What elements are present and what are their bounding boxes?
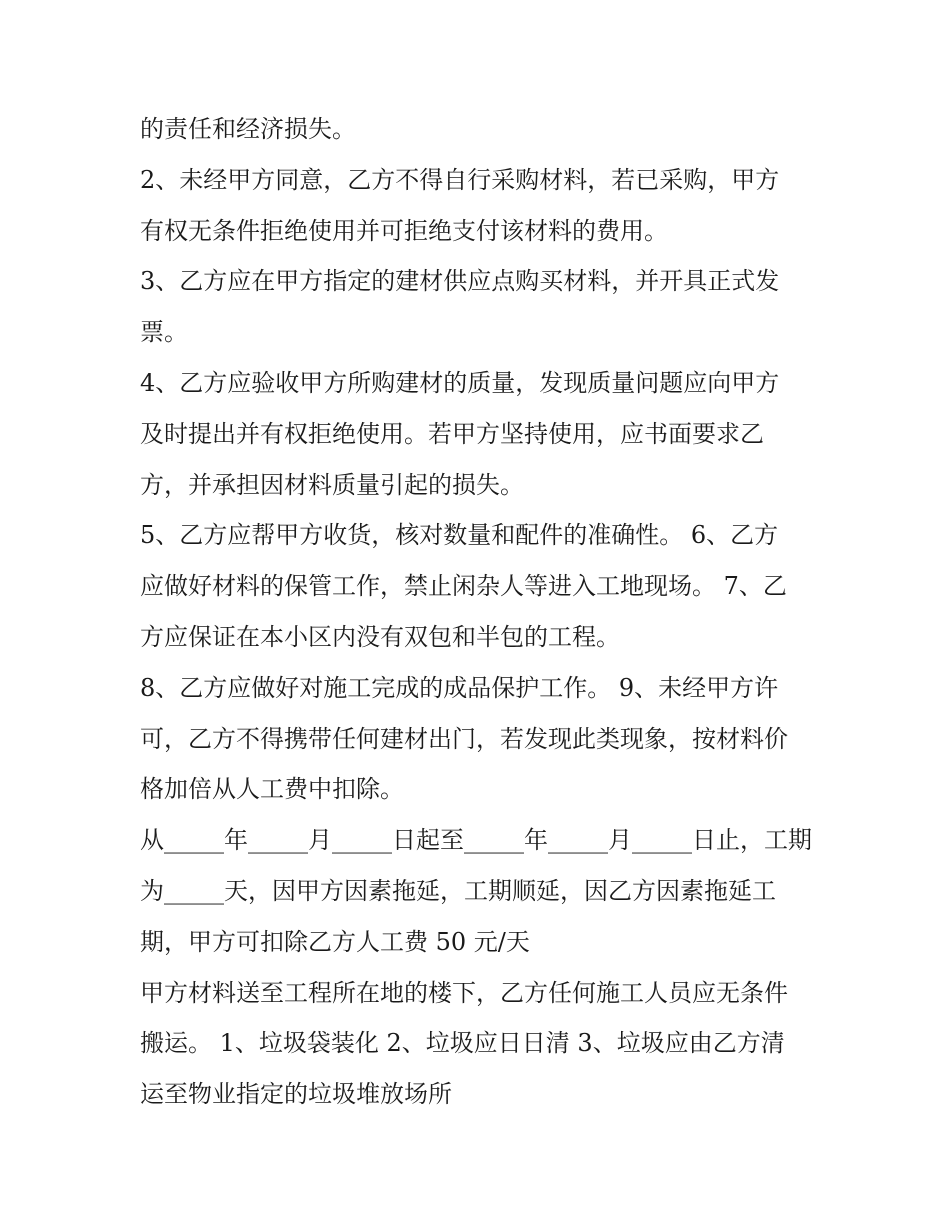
text-line: 3、乙方应在甲方指定的建材供应点购买材料，并开具正式发 bbox=[140, 267, 780, 296]
text-line: 方应保证在本小区内没有双包和半包的工程。 bbox=[140, 622, 620, 651]
text-line: 搬运。 1、垃圾袋装化 2、垃圾应日日清 3、垃圾应由乙方清 bbox=[140, 1029, 785, 1058]
text-line: 票。 bbox=[140, 318, 188, 347]
text-line: 2、未经甲方同意，乙方不得自行采购材料，若已采购，甲方 bbox=[140, 165, 780, 194]
text-line: 的责任和经济损失。 bbox=[140, 115, 356, 143]
text-line: 4、乙方应验收甲方所购建材的质量，发现质量问题应向甲方 bbox=[140, 368, 780, 397]
text-line: 应做好材料的保管工作，禁止闲杂人等进入工地现场。 7、乙 bbox=[140, 572, 787, 601]
text-line: 从_____年_____月_____日起至_____年_____月_____日止，工期 bbox=[140, 826, 812, 855]
text-line: 格加倍从人工费中扣除。 bbox=[140, 775, 404, 804]
text-line: 运至物业指定的垃圾堆放场所 bbox=[140, 1080, 452, 1109]
text-line: 方，并承担因材料质量引起的损失。 bbox=[140, 470, 524, 499]
document-body bbox=[140, 104, 820, 1120]
text-line: 甲方材料送至工程所在地的楼下，乙方任何施工人员应无条件 bbox=[140, 978, 788, 1007]
text-line: 有权无条件拒绝使用并可拒绝支付该材料的费用。 bbox=[140, 216, 668, 245]
text-line: 5、乙方应帮甲方收货，核对数量和配件的准确性。 6、乙方 bbox=[140, 521, 779, 550]
text-line: 可，乙方不得携带任何建材出门，若发现此类现象，按材料价 bbox=[140, 724, 788, 753]
text-line: 为_____天，因甲方因素拖延，工期顺延，因乙方因素拖延工 bbox=[140, 876, 776, 905]
text-line: 及时提出并有权拒绝使用。若甲方坚持使用，应书面要求乙 bbox=[140, 419, 764, 448]
text-line: 期，甲方可扣除乙方人工费 50 元/天 bbox=[140, 927, 530, 956]
text-line: 8、乙方应做好对施工完成的成品保护工作。 9、未经甲方许 bbox=[140, 673, 779, 702]
